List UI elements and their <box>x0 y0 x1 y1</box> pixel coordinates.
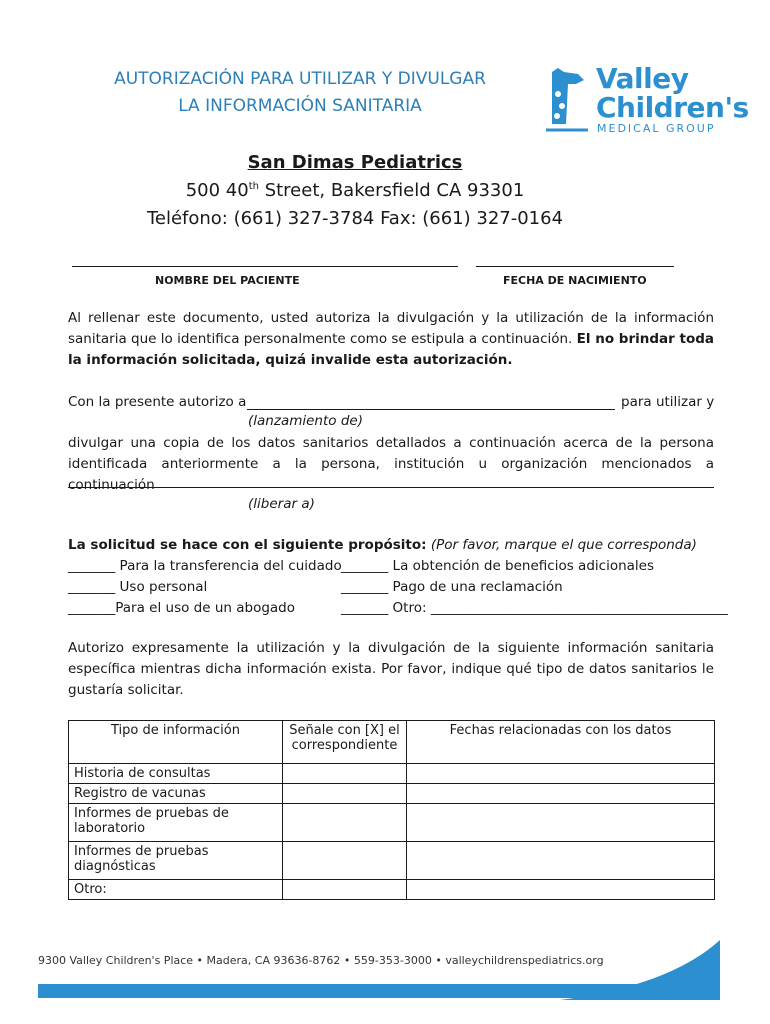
table-cell-dates[interactable] <box>407 784 715 804</box>
form-title-line1: AUTORIZACIÓN PARA UTILIZAR Y DIVULGAR <box>114 69 486 89</box>
table-row <box>69 804 715 842</box>
footer-bar <box>38 984 716 998</box>
table-cell-type: Registro de vacunas <box>69 784 283 804</box>
release-to-field[interactable] <box>68 487 714 488</box>
table-cell-dates[interactable] <box>407 842 715 880</box>
table-cell-dates[interactable] <box>407 764 715 784</box>
logo-text-valley: Valley <box>596 62 689 95</box>
authorize-pre-text: Con la presente autorizo a <box>68 394 247 410</box>
consent-paragraph: Autorizo expresamente la utilización y la divulgación de la siguiente información sanitaria específica mientras dicha información exista. Por favor, indique qué tipo de datos sanitarios le gustaría solicitar. <box>68 640 714 698</box>
info-type-table <box>68 720 715 900</box>
table-cell-type: Informes de pruebas de laboratorio <box>69 804 283 842</box>
release-from-label: (lanzamiento de) <box>248 413 363 429</box>
purpose-option-transfer[interactable]: _______ Para la transferencia del cuidado <box>68 558 342 574</box>
clinic-address-number: 500 40 <box>185 180 249 201</box>
table-cell-type: Historia de consultas <box>69 764 283 784</box>
release-from-field[interactable] <box>247 409 615 410</box>
table-cell-dates[interactable] <box>407 880 715 900</box>
patient-name-field[interactable] <box>72 266 458 267</box>
table-header-mark: Señale con [X] el correspondiente <box>283 721 407 764</box>
table-row <box>69 784 715 804</box>
purpose-heading-note: (Por favor, marque el que corresponda) <box>430 537 697 553</box>
table-cell-mark[interactable] <box>283 880 407 900</box>
purpose-option-other[interactable]: _______ Otro: ____________________________________________ <box>341 600 728 616</box>
form-title <box>60 66 540 120</box>
purpose-heading-bold: La solicitud se hace con el siguiente propósito: <box>68 537 427 553</box>
table-cell-mark[interactable] <box>283 764 407 784</box>
patient-name-label: NOMBRE DEL PACIENTE <box>155 274 300 287</box>
intro-paragraph <box>68 308 714 371</box>
table-cell-mark[interactable] <box>283 842 407 880</box>
table-row <box>69 880 715 900</box>
table-cell-mark[interactable] <box>283 804 407 842</box>
clinic-address-street: Street, Bakersfield CA 93301 <box>258 180 525 201</box>
logo-text-childrens: Children's <box>596 91 749 124</box>
footer-address: 9300 Valley Children's Place • Madera, CA 93636-8762 • 559-353-3000 • valleychildrenspediatrics.org <box>38 954 604 967</box>
table-header-row <box>69 721 715 764</box>
clinic-name: San Dimas Pediatrics <box>247 152 463 173</box>
dob-label: FECHA DE NACIMIENTO <box>503 274 647 287</box>
release-to-label: (liberar a) <box>248 496 315 512</box>
purpose-option-personal[interactable]: _______ Uso personal <box>68 579 208 595</box>
table-row <box>69 842 715 880</box>
table-cell-mark[interactable] <box>283 784 407 804</box>
table-header-type: Tipo de información <box>69 721 283 764</box>
table-header-dates: Fechas relacionadas con los datos <box>407 721 715 764</box>
table-cell-type: Otro: <box>69 880 283 900</box>
table-row <box>69 764 715 784</box>
authorize-post-text: para utilizar y <box>621 394 715 410</box>
purpose-option-claim[interactable]: _______ Pago de una reclamación <box>341 579 563 595</box>
release-from-label-text: lanzamiento de <box>253 413 358 429</box>
table-cell-dates[interactable] <box>407 804 715 842</box>
dob-field[interactable] <box>476 266 674 267</box>
intro-warning: El no brindar toda la información solicitada, quizá invalide esta autorización. <box>68 331 714 368</box>
table-cell-type: Informes de pruebas diagnósticas <box>69 842 283 880</box>
clinic-phone: Teléfono: (661) 327-3784 Fax: (661) 327-0164 <box>146 208 564 229</box>
release-to-label-text: liberar a <box>253 496 310 512</box>
purpose-heading <box>68 537 697 553</box>
intro-text: Al rellenar este documento, usted autoriza la divulgación y la utilización de la información sanitaria que lo identifica personalmente como se estipula a continuación. <box>68 310 714 347</box>
form-title-line2: LA INFORMACIÓN SANITARIA <box>178 96 422 116</box>
authorize-paragraph: divulgar una copia de los datos sanitarios detallados a continuación acerca de la persona identificada anteriormente a la persona, institución u organización mencionados a continuación <box>68 435 714 493</box>
purpose-option-benefits[interactable]: _______ La obtención de beneficios adicionales <box>341 558 654 574</box>
clinic-address-ordinal: th <box>248 181 259 192</box>
logo-text-medical-group: MEDICAL GROUP <box>597 122 716 135</box>
purpose-option-attorney[interactable]: _______Para el uso de un abogado <box>68 600 296 616</box>
clinic-address <box>0 180 710 201</box>
